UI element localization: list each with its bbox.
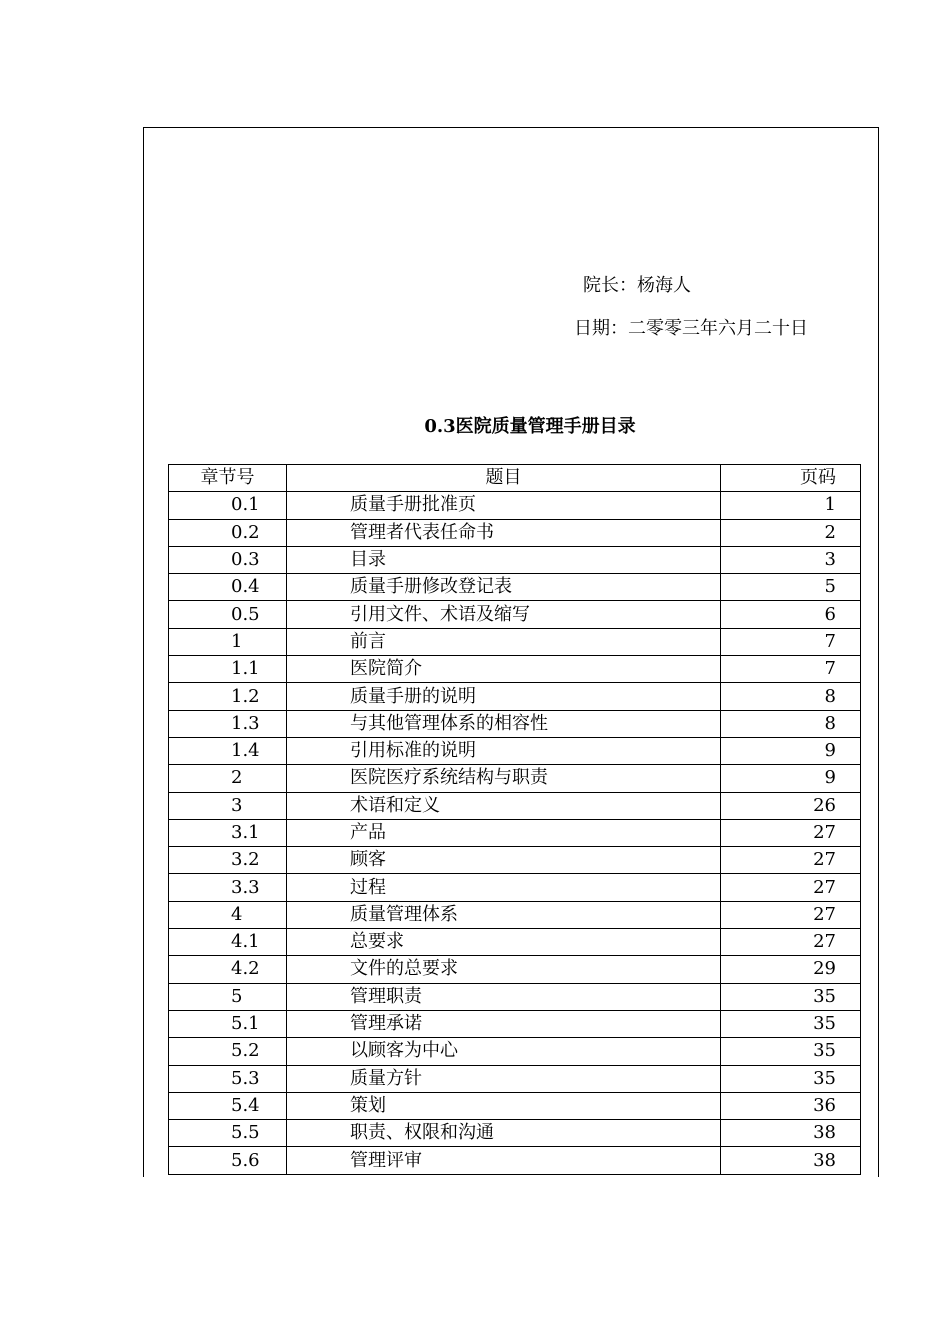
row-chapter-number: 0.5 [169,601,287,628]
row-page: 7 [721,628,861,655]
row-chapter-number: 5.4 [169,1092,287,1119]
row-chapter-number: 1.4 [169,737,287,764]
row-chapter-number: 0.4 [169,574,287,601]
row-title: 质量手册修改登记表 [287,574,721,601]
row-chapter-number: 0.2 [169,519,287,546]
row-chapter-number: 5.2 [169,1038,287,1065]
table-row [169,656,861,683]
table-row [169,574,861,601]
row-title: 总要求 [287,929,721,956]
row-chapter-number: 3.1 [169,819,287,846]
row-page: 38 [721,1147,861,1174]
row-page: 38 [721,1120,861,1147]
toc-body [169,492,861,1174]
table-row [169,874,861,901]
president-signature: 院长：杨海人 [583,275,691,296]
row-page: 8 [721,710,861,737]
row-title: 质量手册的说明 [287,683,721,710]
row-page: 3 [721,546,861,573]
row-page: 1 [721,492,861,519]
table-row [169,546,861,573]
row-page: 36 [721,1092,861,1119]
row-title: 引用文件、术语及缩写 [287,601,721,628]
row-page: 9 [721,765,861,792]
row-title: 产品 [287,819,721,846]
table-row [169,956,861,983]
row-page: 27 [721,819,861,846]
row-title: 顾客 [287,847,721,874]
row-title: 医院简介 [287,656,721,683]
row-chapter-number: 5 [169,983,287,1010]
table-row [169,710,861,737]
table-row [169,901,861,928]
row-chapter-number: 5.1 [169,1010,287,1037]
row-chapter-number: 3.3 [169,874,287,901]
row-chapter-number: 2 [169,765,287,792]
row-title: 术语和定义 [287,792,721,819]
row-page: 27 [721,901,861,928]
row-title: 职责、权限和沟通 [287,1120,721,1147]
row-page: 35 [721,1010,861,1037]
row-page: 8 [721,683,861,710]
table-row [169,1065,861,1092]
table-row [169,601,861,628]
row-chapter-number: 4.1 [169,929,287,956]
table-row [169,792,861,819]
row-title: 管理职责 [287,983,721,1010]
row-page: 27 [721,847,861,874]
header-chapter-number: 章节号 [169,465,287,492]
row-page: 35 [721,983,861,1010]
table-row [169,983,861,1010]
table-row [169,1147,861,1174]
row-chapter-number: 3.2 [169,847,287,874]
row-page: 29 [721,956,861,983]
row-page: 35 [721,1065,861,1092]
table-row [169,929,861,956]
table-row [169,519,861,546]
row-chapter-number: 3 [169,792,287,819]
row-page: 6 [721,601,861,628]
row-chapter-number: 0.1 [169,492,287,519]
row-page: 26 [721,792,861,819]
row-chapter-number: 4 [169,901,287,928]
row-title: 策划 [287,1092,721,1119]
row-title: 以顾客为中心 [287,1038,721,1065]
row-title: 质量手册批准页 [287,492,721,519]
row-chapter-number: 1.1 [169,656,287,683]
row-title: 质量管理体系 [287,901,721,928]
table-row [169,492,861,519]
row-chapter-number: 1.2 [169,683,287,710]
row-title: 文件的总要求 [287,956,721,983]
row-page: 27 [721,929,861,956]
table-row [169,628,861,655]
row-title: 前言 [287,628,721,655]
row-chapter-number: 5.5 [169,1120,287,1147]
table-row [169,1038,861,1065]
header-page: 页码 [721,465,861,492]
table-row [169,737,861,764]
row-title: 与其他管理体系的相容性 [287,710,721,737]
signature-date: 日期：二零零三年六月二十日 [574,318,808,339]
table-row [169,1120,861,1147]
row-title: 管理者代表任命书 [287,519,721,546]
row-title: 医院医疗系统结构与职责 [287,765,721,792]
table-row [169,847,861,874]
row-page: 7 [721,656,861,683]
row-chapter-number: 0.3 [169,546,287,573]
row-chapter-number: 4.2 [169,956,287,983]
row-page: 9 [721,737,861,764]
row-title: 过程 [287,874,721,901]
row-page: 5 [721,574,861,601]
toc-header-row [169,465,861,492]
row-chapter-number: 1.3 [169,710,287,737]
row-page: 27 [721,874,861,901]
row-title: 引用标准的说明 [287,737,721,764]
table-row [169,765,861,792]
row-chapter-number: 1 [169,628,287,655]
toc-table [168,464,861,1175]
table-row [169,683,861,710]
toc-title: 0.3医院质量管理手册目录 [424,416,636,437]
row-page: 2 [721,519,861,546]
row-title: 目录 [287,546,721,573]
table-row [169,819,861,846]
table-row [169,1010,861,1037]
table-row [169,1092,861,1119]
row-title: 质量方针 [287,1065,721,1092]
row-page: 35 [721,1038,861,1065]
row-title: 管理评审 [287,1147,721,1174]
row-chapter-number: 5.6 [169,1147,287,1174]
header-title: 题目 [287,465,721,492]
row-title: 管理承诺 [287,1010,721,1037]
row-chapter-number: 5.3 [169,1065,287,1092]
